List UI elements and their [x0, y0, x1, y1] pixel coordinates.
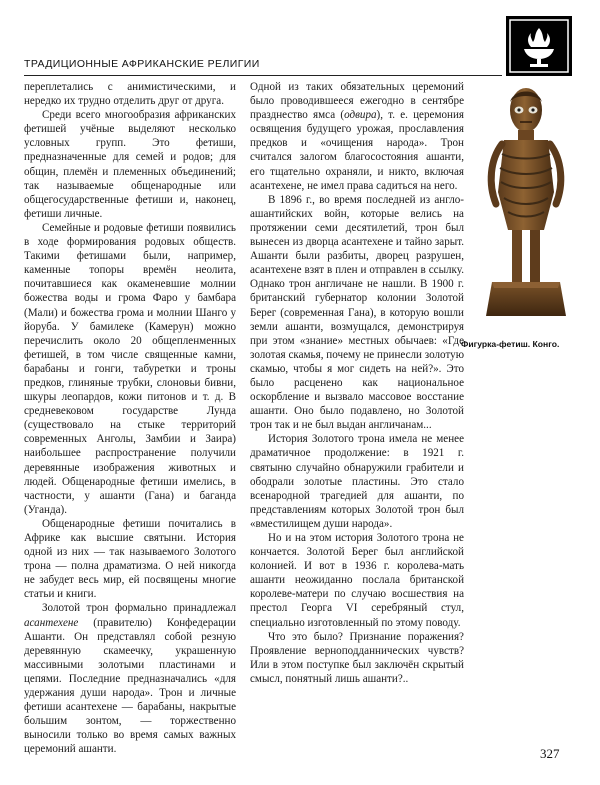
paragraph: История Золотого трона имела не менее драматичное продолжение: в 1921 г. святыню случайно обнаружили грабители и ободрали золотые пластины. Это стало всенародной трагедией для ашанти, по представлениям которых Золотой трон был «вместилищем души народа».: [250, 433, 464, 530]
paragraph: Семейные и родовые фетиши появились в ходе формирования родовых обществ. Такими фетишами были, например, каменные топоры времён неолита, почитавшиеся как окаменевшие молнии божества воды и грома Фаро у бамбара (Мали) и божества грома и молнии Шанго у йоруба. У бамилеке (Камерун) можно перечислить около 20 общепленменных фетишей, в том числе священные камни, барабаны и гонги, табуретки и троны предков, глиняные трубки, слоновьи бивни, шкуры леопардов, кожи питонов и т. д. В средневековом государстве Лунда (существовало на стыке территорий современных Анголы, Замбии и Заира) наибольшее распространение получили деревянные изображения животных и людей. Общенародные фетиши имелись, в частности, у ашанти (Гана) и баганда (Уганда).: [24, 221, 236, 516]
congo-fetish-figurine-image: [474, 80, 578, 324]
text-run: Золотой трон формально принадлежал: [42, 602, 236, 615]
middle-text-column: [250, 80, 464, 686]
paragraph: Что это было? Признание поражения? Проявление верноподданнических чувств? Или в этом поступке был заключён скрытый смысл, понятный лишь ашанти?..: [250, 630, 464, 685]
paragraph: В 1896 г., во время последней из англо-ашантийских войн, которые велись на протяжении семи десятилетий, трон был вынесен из дворца асантехене и тайно зарыт. Ашанти были разбиты, дворец разрушен, асантехене взят в плен и отправлен в ссылку. Однако трон англичане не нашли. В 1900 г. британский губернатор колонии Золотой Берег (современная Гана), в которую вошли земли ашанти, возмущался, демонстрируя при этом «знание» местных обычаев: «Где золотая скамья, почему не принесли золотую скамью, чтобы я мог сидеть на ней?». Это было расценено как национальное оскорбление и вызвало массовое восстание ашанти. Оно было подавлено, но Золотой трон так и не был выдан англичанам...: [250, 193, 464, 432]
text-run: ), т. е. церемония освящения будущего урожая, прославления предков и «очищения народа». Трон считался залогом благосостояния ашанти, его тщательно охраняли, и никто, включая асантехене, не имел права садиться на него.: [250, 109, 464, 192]
paragraph: Но и на этом история Золотого трона не кончается. Золотой Берег был английской колонией. И вот в 1936 г. королева-мать ашанти неожиданно послала британской королеве-матери по случаю восшествия на престол Георга VI серебряный стул, специально изготовленный по этому поводу.: [250, 532, 464, 629]
paragraph: Среди всего многообразия африканских фетишей учёные выделяют несколько условных групп. Это фетиши, предназначенные для семей и родов; для общин, племён и племенных объединений; так называемые общенародные или общегосударственные фетиши и, наконец, фетиши личные.: [24, 109, 236, 220]
left-text-column: [24, 80, 236, 757]
page-number: 327: [540, 746, 560, 761]
paragraph: [24, 601, 236, 756]
emphasis-term: одвира: [344, 109, 377, 122]
running-header: ТРАДИЦИОННЫЕ АФРИКАНСКИЕ РЕЛИГИИ: [24, 58, 260, 70]
header-rule: [24, 75, 502, 76]
paragraph: Общенародные фетиши почитались в Африке как высшие святыни. История одной из них — так называемого Золотого трона — полна драматизма. О ней никогда не забудет весь мир, ей посвящены многие статьи и книги.: [24, 517, 236, 601]
text-run: (правителю) Конфедерации Ашанти. Он представлял собой резную деревянную скамеечку, украшенную массивными золотыми пластинами и цепями. Последние предназначались «для удержания души народа». Трон и личные фетиши асантехене — барабаны, накрытые большим зонтом, — торжественно выносили только во время самых важных церемоний ашанти.: [24, 616, 236, 756]
figure-caption: Фигурка-фетиш. Конго.: [461, 339, 560, 349]
paragraph: переплетались с анимистическими, и нередко их трудно отделить друг от друга.: [24, 81, 236, 108]
brazier-flame-icon: [506, 16, 572, 76]
emphasis-term: асантехене: [24, 616, 79, 629]
paragraph: [250, 80, 464, 193]
text-run: Одной из таких обязательных церемоний было проводившееся ежегодно в сентябре празднество ямса (: [250, 81, 464, 122]
